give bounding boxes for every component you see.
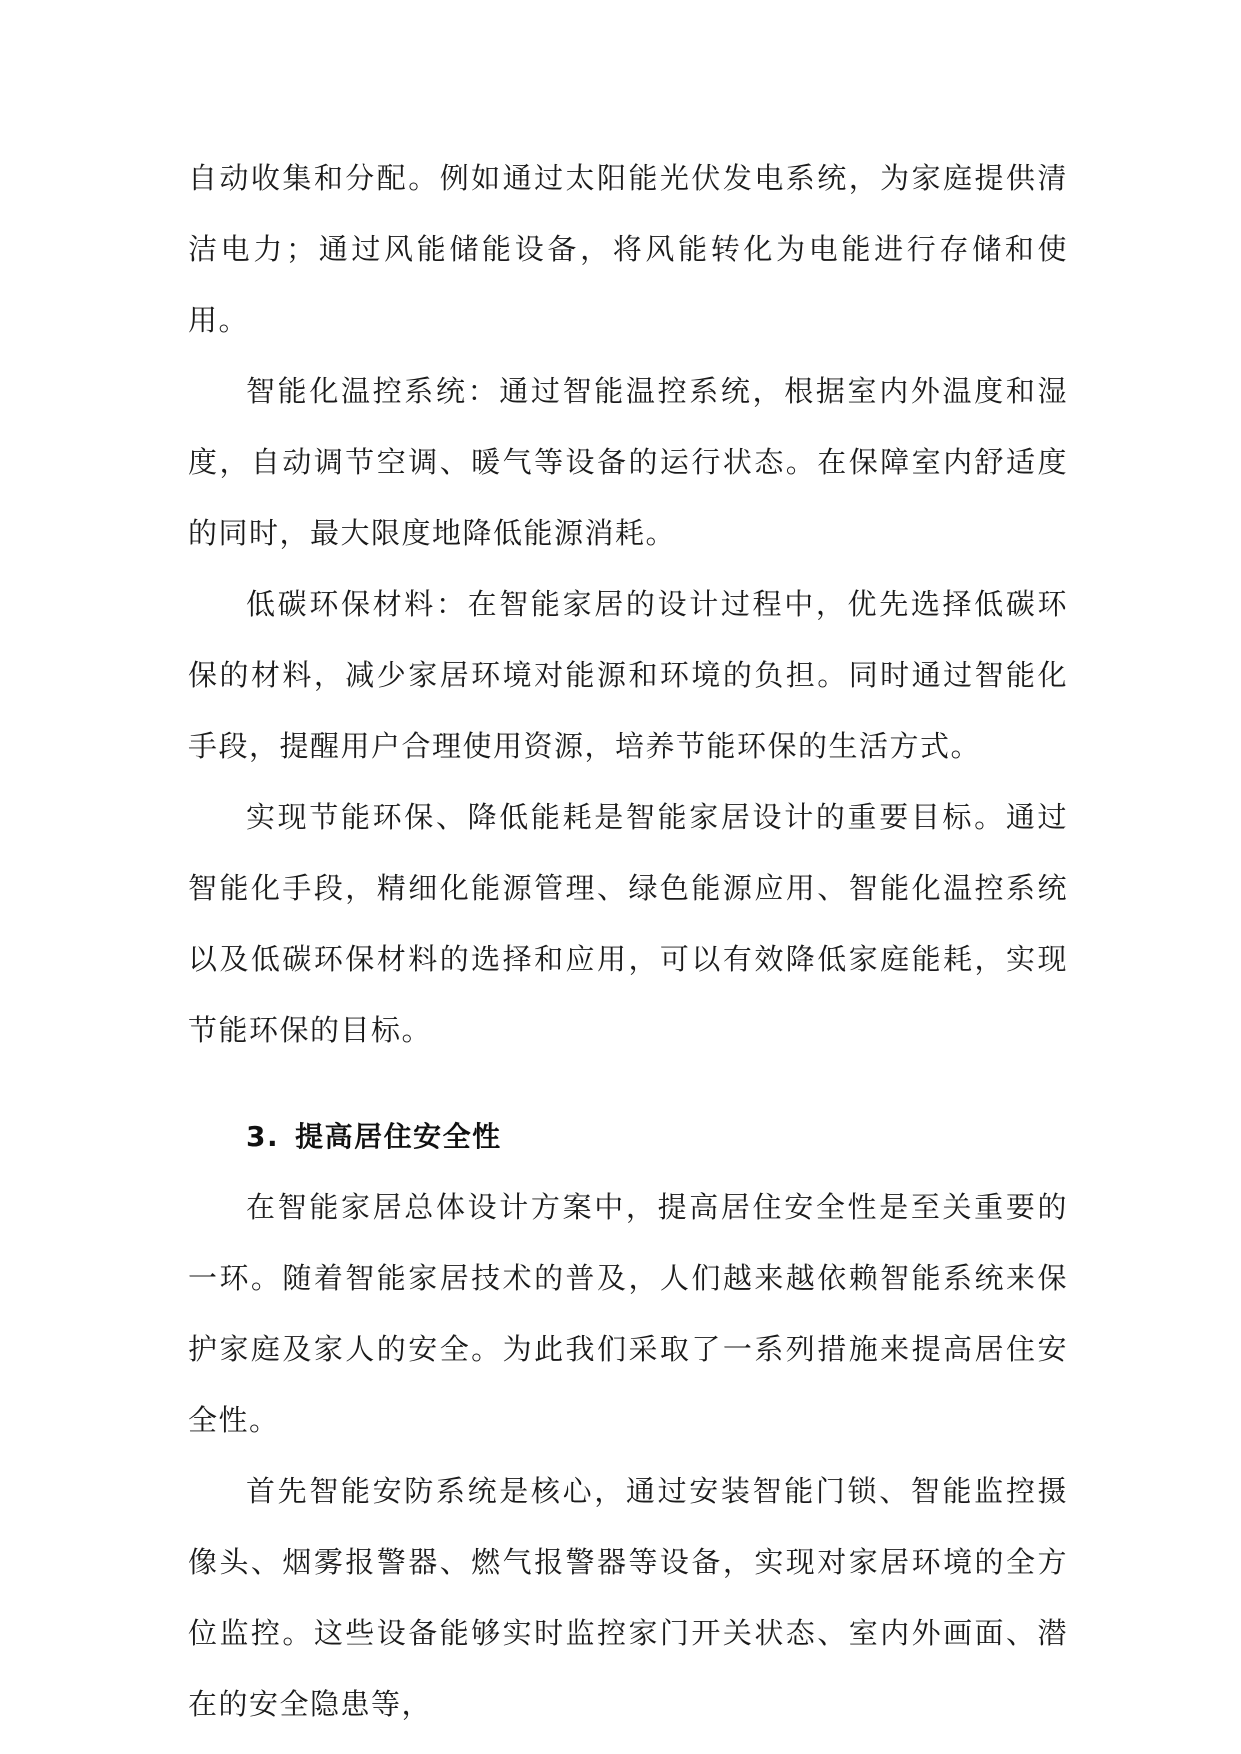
section-title: 提高居住安全性 <box>295 1120 502 1153</box>
paragraph-low-carbon-materials: 低碳环保材料：在智能家居的设计过程中，优先选择低碳环保的材料，减少家居环境对能源和环境的负担。同时通过智能化手段，提醒用户合理使用资源，培养节能环保的生活方式。 <box>188 587 1068 763</box>
paragraph-safety-intro: 在智能家居总体设计方案中，提高居住安全性是至关重要的一环。随着智能家居技术的普及，人们越来越依赖智能系统来保护家庭及家人的安全。为此我们采取了一系列措施来提高居住安全性。 <box>188 1190 1068 1437</box>
paragraph-smart-temperature-control: 智能化温控系统：通过智能温控系统，根据室内外温度和湿度，自动调节空调、暖气等设备的运行状态。在保障室内舒适度的同时，最大限度地降低能源消耗。 <box>188 374 1068 550</box>
paragraph-energy-saving-summary: 实现节能环保、降低能耗是智能家居设计的重要目标。通过智能化手段，精细化能源管理、绿色能源应用、智能化温控系统以及低碳环保材料的选择和应用，可以有效降低家庭能耗，实现节能环保的目标。 <box>188 800 1068 1047</box>
section-number: 3. <box>246 1120 280 1153</box>
paragraph-energy-collection: 自动收集和分配。例如通过太阳能光伏发电系统，为家庭提供清洁电力；通过风能储能设备，将风能转化为电能进行存储和使用。 <box>188 161 1068 337</box>
document-body <box>188 143 1068 1740</box>
section-heading <box>188 1101 1068 1172</box>
paragraph-security-system: 首先智能安防系统是核心，通过安装智能门锁、智能监控摄像头、烟雾报警器、燃气报警器等设备，实现对家居环境的全方位监控。这些设备能够实时监控家门开关状态、室内外画面、潜在的安全隐患等， <box>188 1474 1068 1721</box>
